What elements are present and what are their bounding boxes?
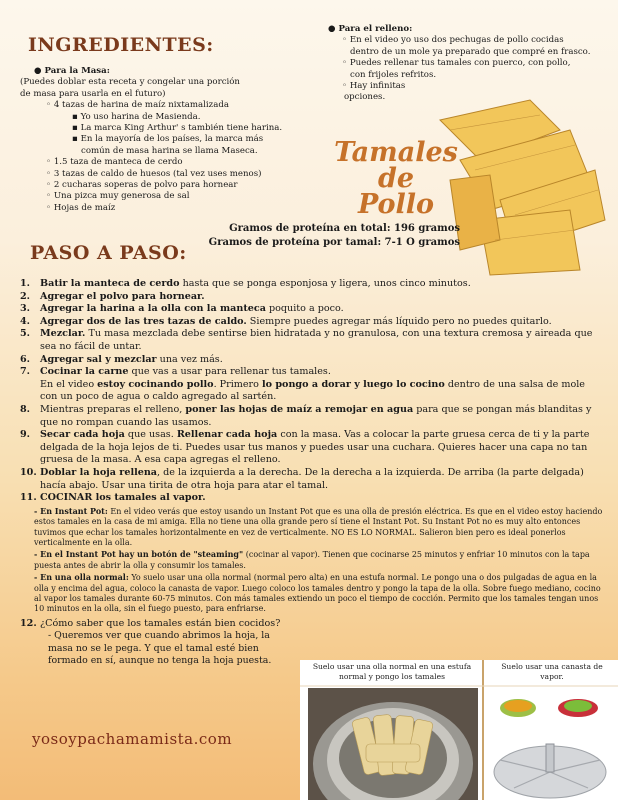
ingredient-sub: ▪ Yo uso harina de Masienda. [72,111,201,122]
step-plain: Tu masa mezclada debe sentirse bien hidratada y no granulosa, con una textura cremosa y aireada que sea no fácil de untar. [40,328,593,352]
step-text [40,303,344,316]
step-text [40,467,605,492]
ingredient-sub-cont: común de masa harina se llama Maseca. [81,145,258,156]
step-bold: COCINAR los tamales al vapor. [40,492,206,504]
relleno-line: ◦ Puedes rellenar tus tamales con puerco, con pollo, [342,58,571,69]
relleno-line-cont: opciones. [344,92,386,103]
step-number: 4. [20,315,31,327]
step-bold: Rellenar cada hoja [176,429,278,441]
step-bold: Doblar la hoja rellena [40,466,158,478]
step-bold: Agregar el polvo para hornear. [40,290,205,302]
step-number: 12. [20,617,37,629]
ingredient-item: ◦ 4 tazas de harina de maíz nixtamalizada [46,100,229,111]
ingredient-item: ◦ 3 tazas de caldo de huesos (tal vez uses menos) [46,168,262,179]
relleno-section [328,24,608,104]
step-plain: . Primero [213,378,262,390]
relleno-text: En el video yo uso dos pechugas de pollo cocidas [349,35,564,46]
step-number: 6. [20,353,31,365]
relleno-line-cont: con frijoles refritos. [350,69,437,80]
ingredient-sub: ▪ En la mayoría de los países, la marca más [72,134,264,145]
step-number: 3. [20,303,31,315]
recipe-title [326,137,466,220]
step [20,467,605,492]
ingredient-sub-text: Yo uso harina de Masienda. [80,111,201,122]
step-text [40,429,605,467]
step-text [40,404,605,429]
protein-total: Gramos de proteína en total: 196 gramos [229,223,460,234]
step-number: 8. [20,403,31,415]
step-bold: lo pongo a dorar y luego lo cocino [261,378,445,390]
step-plain: poquito a poco. [265,303,344,315]
step [20,303,605,316]
sub-note-bold: - En una olla normal: [34,572,129,583]
step [20,316,605,329]
ingredient-text: 2 cucharas soperas de polvo para hornear [53,180,238,191]
step-bold: poner las hojas de maíz a remojar en agua [185,403,414,415]
step-number: 5. [20,328,31,340]
step-plain: , de la izquierda a la derecha. De la derecha a la izquierda. De arriba (la parte delgada) hacía abajo. Usar una tirita de otra hoja para atar el tamal. [40,466,584,491]
step [20,328,605,353]
step-number: 11. [20,492,37,504]
steps-list [20,278,605,667]
step-number: 7. [20,366,31,378]
relleno-text: Hay infinitas [349,81,406,92]
protein-per-tamal: Gramos de proteína por tamal: 7-1 O gramos [208,237,460,248]
ingredient-sub-text: La marca King Arthur' s también tiene harina. [80,123,283,134]
step-sub-note [20,572,605,615]
relleno-header-label: Para el relleno: [338,24,413,34]
steamer-basket-photo [494,699,606,798]
ingredient-item: ◦ 2 cucharas soperas de polvo para hornear [46,180,238,191]
steps-title: PASO A PASO: [30,242,187,264]
ingredient-sub-text: En la mayoría de los países, la marca más [80,134,264,145]
step-text [40,354,223,367]
ingredient-item: ◦ Una pizca muy generosa de sal [46,191,190,202]
step [20,366,605,404]
sub-note-text: Yo suelo usar una olla normal (normal pero alta) en una estufa normal. Le pongo una o dos pulgadas de agua en la olla y encima del agua, coloco la canasta de vapor. Luego coloco los tamales dentro y pongo la tapa de la olla. Sobre fuego mediano, cocino al vapor los tamales durante 60-75 minutos. Con más tamales extiendo un poco el tiempo de cocción. Permito que los tamales tengan unos 10 minutos en la olla, sin el fuego puesto, para enfriarse. [34,573,601,614]
masa-note-2: de masa para usarla en el futuro) [20,88,166,99]
photo-panel [300,660,618,800]
step-plain: Mientras preparas el relleno, [40,403,186,415]
step-bold: estoy cocinando pollo [97,378,214,390]
ingredient-text: Una pizca muy generosa de sal [53,191,190,202]
relleno-line: ◦ Hay infinitas [342,81,406,92]
photo-caption-1: Suelo usar una olla normal en una estufa normal y pongo los tamales [312,662,472,681]
step-bold: Secar cada hoja [40,429,125,441]
ingredient-item: ◦ 1.5 taza de manteca de cerdo [46,157,183,168]
step-bold: Cocinar la carne [40,366,129,378]
step [20,618,605,631]
relleno-text: Puedes rellenar tus tamales con puerco, con pollo, [349,58,571,69]
ingredients-list [20,66,320,214]
protein-info [200,222,460,250]
step-plain: En el video [40,378,98,390]
ingredient-text: 3 tazas de caldo de huesos (tal vez uses menos) [53,168,262,179]
step [20,354,605,367]
ingredient-text: 1.5 taza de manteca de cerdo [53,157,183,168]
step-bold: Batir la manteca de cerdo [40,278,180,289]
step-text [40,328,605,353]
step-bold: Agregar dos de las tres tazas de caldo. [40,315,247,327]
step-text [40,316,552,329]
masa-header-label: Para la Masa: [44,66,110,76]
relleno-line: ◦ En el video yo uso dos pechugas de pollo cocidas [342,35,564,46]
step-number: 9. [20,429,31,441]
website-url: yosoypachamamista.com [32,730,233,748]
relleno-line-cont: dentro de un mole ya preparado que compré en frasco. [350,46,591,57]
step-bold: Agregar la harina a la olla con la manteca [40,303,266,315]
sub-note-text: En el video verás que estoy usando un Instant Pot que es una olla de presión eléctrica. Es que en el video estoy haciendo estos tamales en la casa de mi amiga. Ella no tiene una olla grande pero sí tiene el Instant Pot. Su Instant Pot no es muy alto entonces tuvimos que echar los tamales horizontalmente en vez de verticalmente. NO ES LO NORMAL. Salieron bien pero es ideal ponerlos verticalmente en la olla. [34,506,603,547]
photo-graphics [300,660,618,800]
step-bold: Mezclar. [40,328,86,340]
step-plain: una vez más. [156,353,223,365]
masa-note-1: (Puedes doblar esta receta y congelar una porción [20,77,240,88]
step-answer: - Queremos ver que cuando abrimos la hoja, la masa no se le pega. Y que el tamal esté bien formado en sí, aunque no tenga la hoja puesta. [48,630,272,666]
step-plain: ¿Cómo saber que los tamales están bien cocidos? [40,617,281,629]
steamer-pot-photo [308,688,478,800]
step-plain: Siempre puedes agregar más líquido pero no puedes quitarlo. [246,315,552,327]
step-plain: para que se pongan más blanditas y que no rompan cuando las usamos. [40,403,592,428]
sub-note-text: (cocinar al vapor). Tienen que cocinarse 25 minutos y enfriar 10 minutos con la tapa puesta antes de abrir la olla y consumir los tamales. [34,550,590,570]
step-text [40,366,605,404]
step-sub-note [20,549,605,571]
sub-note-bold: - En Instant Pot: [34,505,108,516]
step-text [40,278,471,291]
ingredient-item: ◦ Hojas de maíz [46,202,116,213]
recipe-title-line-2: Pollo [357,189,435,220]
recipe-title-line-1: Tamales de [334,137,458,194]
step-sub-note [20,506,605,549]
step-plain: que vas a usar para rellenar tus tamales. [128,366,331,378]
step-number: 2. [20,290,31,302]
relleno-header: ● Para el relleno: [328,24,413,34]
step-number: 10. [20,466,37,478]
sub-note-bold: - En el Instant Pot hay un botón de "steaming" [34,549,244,560]
step [20,278,605,291]
step-plain: dentro de una salsa de mole con un poco de agua o caldo agregado al sartén. [40,378,585,403]
step-plain: con la masa. Vas a colocar la parte gruesa cerca de ti y la parte delgada de la hoja lejos de ti. Puedes usar tus manos y puedes usar una cuchara. Quieres hacer una capa no tan gruesa de la masa. A esa capa agregas el relleno. [40,429,590,466]
step-plain: hasta que se ponga esponjosa y ligera, unos cinco minutos. [179,278,471,289]
step [20,404,605,429]
step [20,492,605,505]
ingredient-sub: ▪ La marca King Arthur' s también tiene harina. [72,123,283,134]
ingredient-text: Hojas de maíz [53,202,116,213]
ingredient-text: 4 tazas de harina de maíz nixtamalizada [53,100,229,111]
ingredients-title: INGREDIENTES: [28,34,214,56]
step [20,291,605,304]
photo-caption-2: Suelo usar una canasta de vapor. [501,662,603,681]
step [20,429,605,467]
masa-header: ● Para la Masa: [34,66,110,76]
step-number: 1. [20,278,31,289]
step-bold: Agregar sal y mezclar [40,353,157,365]
step-plain: que usas. [124,429,177,441]
